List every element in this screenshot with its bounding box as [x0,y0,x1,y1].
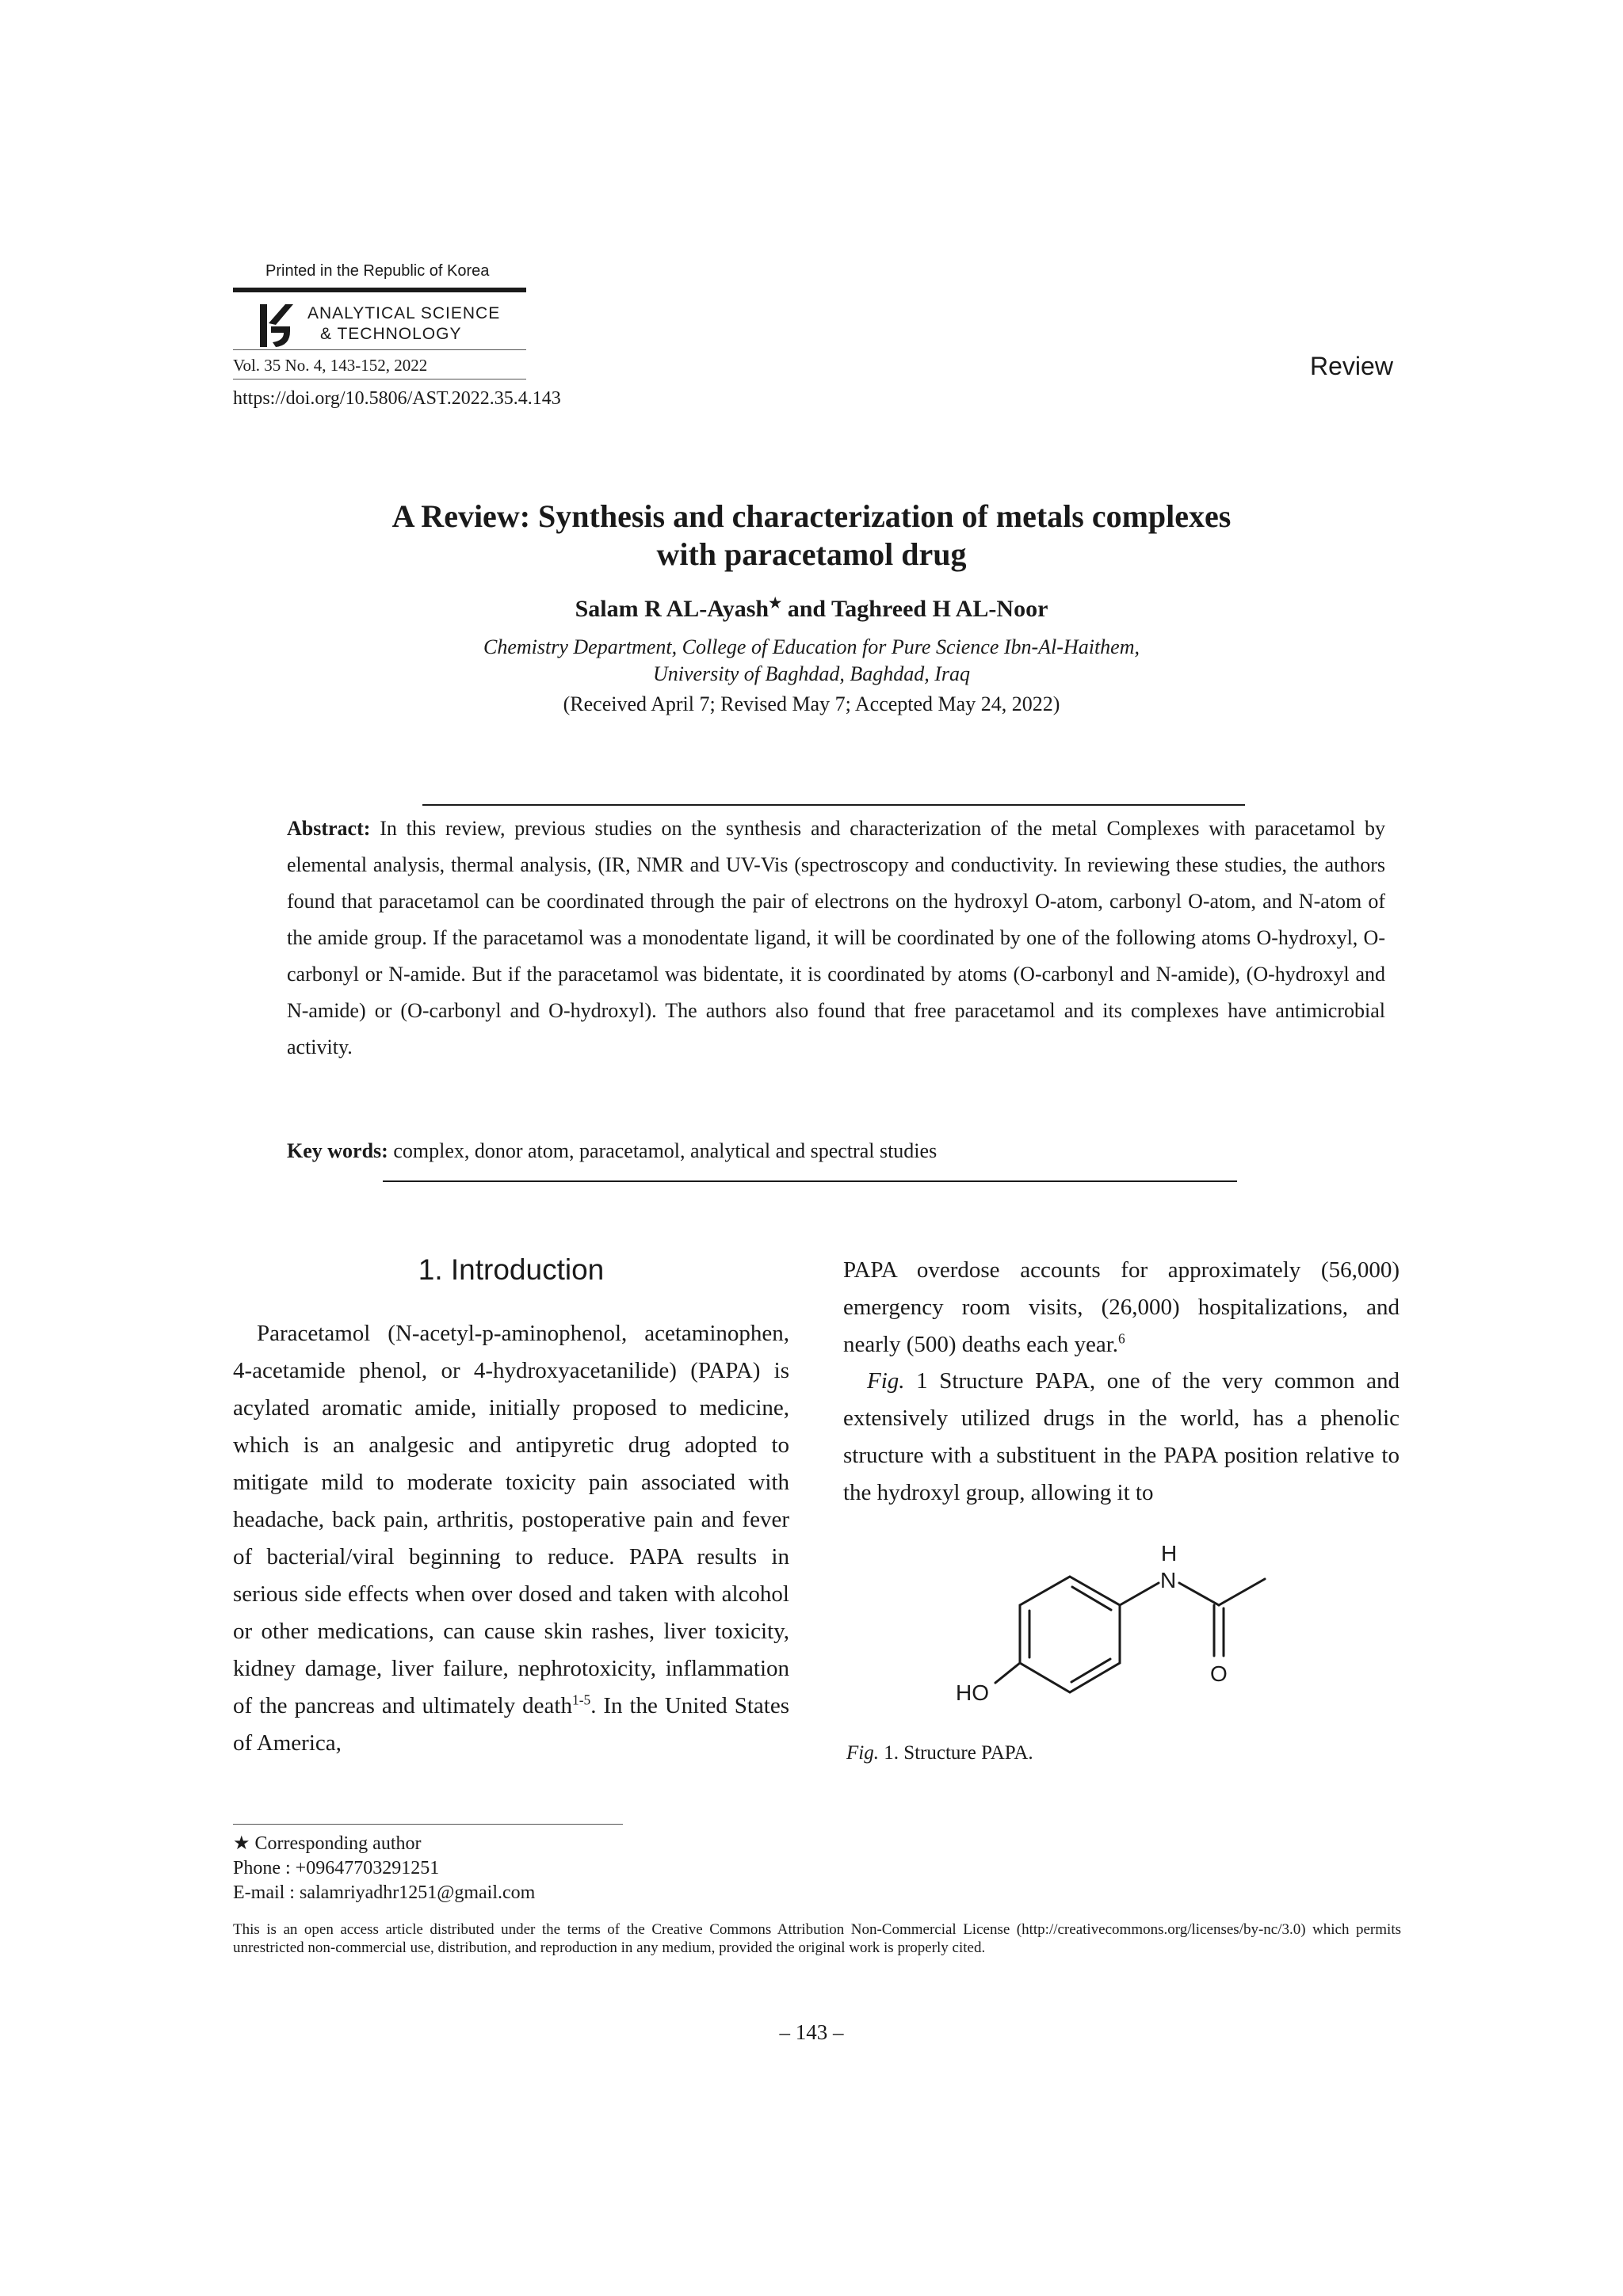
abstract [287,810,1385,1066]
received-dates: (Received April 7; Revised May 7; Accepted May 24, 2022) [563,692,1060,715]
author-conjunction: and [781,596,832,622]
title-line2: with paracetamol drug [656,536,967,572]
body-paragraph [843,1363,1400,1512]
journal-name-line2: & TECHNOLOGY [320,325,462,343]
ring-double-bond [1071,1659,1110,1682]
affiliation [238,634,1385,688]
atom-n: N [1160,1568,1177,1592]
email[interactable]: E-mail : salamriyadhr1251@gmail.com [233,1882,536,1903]
affiliation-line2: University of Baghdad, Baghdad, Iraq [652,662,971,685]
journal-name-line1: ANALYTICAL SCIENCE [307,304,501,322]
paracetamol-structure-figure [919,1537,1331,1743]
corresponding-line [233,1832,535,1856]
caption-text: 1. Structure PAPA. [878,1742,1033,1764]
abstract-label: Abstract: [287,817,371,840]
volume-info: Vol. 35 No. 4, 143-152, 2022 [233,356,428,375]
journal-logo-icon [258,303,295,349]
doi-link[interactable]: https://doi.org/10.5806/AST.2022.35.4.143 [233,388,561,409]
journal-name [307,303,500,345]
abstract-rule-top [422,804,1245,806]
bond-ring-n [1120,1583,1159,1605]
keywords-label: Key words: [287,1139,388,1162]
figure-caption [846,1742,1033,1764]
affiliation-line1: Chemistry Department, College of Education for Pure Science Ibn-Al-Haithem, [483,635,1140,658]
title-line1: A Review: Synthesis and characterization of metals complexes [391,498,1232,534]
bond-n-c [1179,1583,1219,1605]
paragraph-text: 1 Structure PAPA, one of the very common and extensively utilized drugs in the world, has a phenolic structure with a substituent in the PAPA position relative to the hydroxyl group, allowing it to [843,1368,1400,1505]
footnote-rule [233,1824,623,1825]
star-icon: ★ [233,1833,250,1854]
atom-o: O [1210,1661,1228,1686]
abstract-text: In this review, previous studies on the synthesis and characterization of the metal Complexes with paracetamol by elemental analysis, thermal analysis, (IR, NMR and UV-Vis (spectroscopy and conductivity. In reviewing these studies, the authors found that paracetamol can be coordinated through the pair of electrons on the hydroxyl O-atom, carbonyl O-atom, and N-atom of the amide group. If the paracetamol was a monodentate ligand, it will be coordinated by one of the following atoms O-hydroxyl, O-carbonyl or N-amide. But if the paracetamol was bidentate, it is coordinated by atoms (O-carbonyl and N-amide), (O-hydroxyl and N-amide) or (O-carbonyl and O-hydroxyl). The authors also found that free paracetamol and its complexes have antimicrobial activity. [287,817,1385,1058]
paragraph-text: . In the United States of America, [233,1693,789,1756]
body-paragraph [233,1315,789,1762]
corresponding-author-note [233,1832,535,1905]
printed-in-label: Printed in the Republic of Korea [265,262,490,280]
paragraph-text: Paracetamol (N-acetyl-p-aminophenol, acetaminophen, 4-acetamide phenol, or 4-hydroxyacetanilide) (PAPA) is acylated aromatic amide, initially proposed to medicine, which is an analgesic and antipyretic drug adopted to mitigate mild to moderate toxicity pain associated with headache, back pain, arthritis, postoperative pain and fever of bacterial/viral beginning to reduce. PAPA results in serious side effects when over dosed and taken with alcohol or other medications, can cause skin rashes, liver toxicity, kidney damage, liver failure, nephrotoxicity, inflammation of the pancreas and ultimately death [233,1321,789,1718]
figure-ref[interactable]: Fig. [867,1368,905,1394]
abstract-rule-bottom [383,1180,1237,1182]
citation-ref[interactable]: 1-5 [572,1691,591,1708]
benzene-ring [1020,1577,1120,1692]
corresponding-label: Corresponding author [250,1833,422,1854]
keywords-text: complex, donor atom, paracetamol, analytical and spectral studies [393,1139,938,1162]
corresponding-star-icon: ★ [769,595,782,611]
keywords [287,1139,1385,1163]
author-list [238,596,1385,623]
article-type: Review [1310,352,1393,380]
page-number: – 143 – [779,2020,844,2044]
bond-ring-oh [995,1663,1020,1683]
phone: Phone : +09647703291251 [233,1858,440,1878]
atom-ho: HO [956,1680,989,1705]
header-rule-thin [233,349,526,350]
author-name: Taghreed H AL-Noor [831,596,1048,622]
atom-h: H [1161,1541,1178,1566]
author-name: Salam R AL-Ayash [575,596,769,622]
section-heading: 1. Introduction [418,1253,605,1286]
body-paragraph [843,1252,1400,1363]
paragraph-text: PAPA overdose accounts for approximately (56,000) emergency room visits, (26,000) hospitalizations, and nearly (500) deaths each year. [843,1257,1400,1357]
article-title [238,498,1385,574]
header-rule [233,288,526,292]
citation-ref[interactable]: 6 [1118,1330,1125,1347]
license-note: This is an open access article distributed under the terms of the Creative Commons Attribution Non-Commercial License (http://creativecommons.org/licenses/by-nc/3.0) which permits unrestricted non-commercial use, distribution, and reproduction in any medium, provided the original work is properly cited. [233,1921,1401,1956]
bond-c-methyl [1219,1579,1265,1605]
caption-label: Fig. [846,1742,879,1764]
